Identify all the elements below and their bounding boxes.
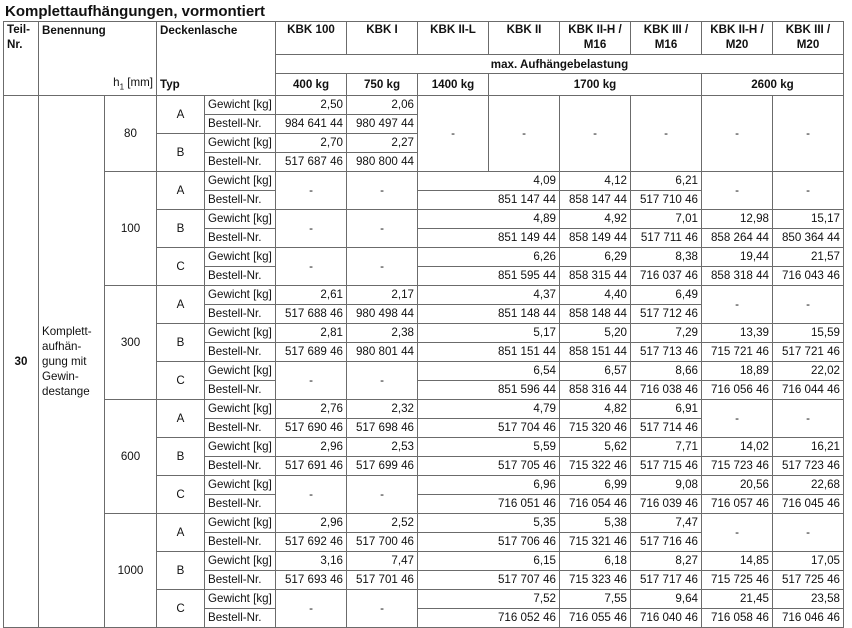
order-label: Bestell-Nr. [205,342,276,361]
header-model: KBK II-H / M20 [702,22,773,55]
typ-value: C [157,475,205,513]
empty-cell: - [347,589,418,627]
order-label: Bestell-Nr. [205,266,276,285]
typ-value: A [157,95,205,133]
h1-value: 600 [105,399,157,513]
weight-value: 2,50 [276,95,347,114]
weight-value: 22,68 [773,475,844,494]
empty-cell: - [702,513,773,551]
order-number: 517 690 46 [276,418,347,437]
weight-value: 12,98 [702,209,773,228]
header-model: KBK II [489,22,560,55]
weight-value: 2,27 [347,133,418,152]
empty-cell: - [773,285,844,323]
header-model: KBK III / M16 [631,22,702,55]
weight-value: 7,29 [631,323,702,342]
typ-value: C [157,361,205,399]
order-number: 858 264 44 [702,228,773,247]
order-number: 980 497 44 [347,114,418,133]
order-number: 858 318 44 [702,266,773,285]
order-number: 517 717 46 [631,570,702,589]
order-number: 851 596 44 [418,380,560,399]
weight-value: 2,52 [347,513,418,532]
weight-value: 3,16 [276,551,347,570]
order-number: 716 045 46 [773,494,844,513]
weight-label: Gewicht [kg] [205,285,276,304]
typ-value: B [157,323,205,361]
typ-value: C [157,589,205,627]
empty-cell: - [489,95,560,171]
empty-cell: - [631,95,702,171]
order-number: 517 705 46 [418,456,560,475]
weight-value: 13,39 [702,323,773,342]
weight-label: Gewicht [kg] [205,551,276,570]
empty-cell: - [276,247,347,285]
empty-cell: - [773,171,844,209]
weight-label: Gewicht [kg] [205,399,276,418]
order-number: 716 043 46 [773,266,844,285]
order-number: 517 721 46 [773,342,844,361]
order-number: 716 058 46 [702,608,773,627]
weight-label: Gewicht [kg] [205,589,276,608]
order-number: 716 054 46 [560,494,631,513]
order-number: 980 800 44 [347,152,418,171]
weight-value: 6,26 [418,247,560,266]
typ-value: A [157,285,205,323]
order-label: Bestell-Nr. [205,380,276,399]
order-number: 715 323 46 [560,570,631,589]
order-number: 715 721 46 [702,342,773,361]
typ-value: B [157,551,205,589]
header-deckenlasche: Deckenlasche [157,22,276,55]
order-number: 858 151 44 [560,342,631,361]
weight-value: 7,47 [631,513,702,532]
order-number: 517 693 46 [276,570,347,589]
order-number: 716 046 46 [773,608,844,627]
order-number: 851 147 44 [418,190,560,209]
empty-cell: - [276,361,347,399]
h1-value: 100 [105,171,157,285]
order-number: 517 698 46 [347,418,418,437]
order-label: Bestell-Nr. [205,190,276,209]
empty-cell: - [702,95,773,171]
empty-cell: - [773,399,844,437]
order-number: 517 707 46 [418,570,560,589]
weight-value: 21,57 [773,247,844,266]
order-number: 858 315 44 [560,266,631,285]
header-benennung: Benennung [39,22,157,55]
order-number: 517 706 46 [418,532,560,551]
order-label: Bestell-Nr. [205,532,276,551]
weight-value: 6,91 [631,399,702,418]
header-load: 1400 kg [418,74,489,96]
order-label: Bestell-Nr. [205,228,276,247]
teil-nr-value: 30 [4,95,39,627]
order-label: Bestell-Nr. [205,152,276,171]
order-number: 716 040 46 [631,608,702,627]
weight-value: 5,62 [560,437,631,456]
weight-value: 4,82 [560,399,631,418]
empty-cell: - [773,513,844,551]
weight-value: 2,17 [347,285,418,304]
weight-value: 18,89 [702,361,773,380]
header-model: KBK 100 [276,22,347,55]
empty-cell: - [276,475,347,513]
empty-cell: - [702,285,773,323]
order-label: Bestell-Nr. [205,494,276,513]
weight-value: 2,61 [276,285,347,304]
weight-value: 15,17 [773,209,844,228]
order-number: 858 148 44 [560,304,631,323]
order-number: 517 711 46 [631,228,702,247]
table-row [4,95,844,114]
header-row-loads [4,74,844,96]
weight-value: 17,05 [773,551,844,570]
order-number: 517 699 46 [347,456,418,475]
order-label: Bestell-Nr. [205,418,276,437]
table-row [4,285,844,304]
weight-value: 6,29 [560,247,631,266]
weight-label: Gewicht [kg] [205,133,276,152]
empty-cell: - [347,209,418,247]
weight-label: Gewicht [kg] [205,95,276,114]
weight-label: Gewicht [kg] [205,513,276,532]
order-number: 517 692 46 [276,532,347,551]
weight-value: 14,02 [702,437,773,456]
weight-value: 2,32 [347,399,418,418]
order-number: 858 149 44 [560,228,631,247]
order-label: Bestell-Nr. [205,456,276,475]
table-row [4,171,844,190]
weight-value: 8,27 [631,551,702,570]
order-number: 715 321 46 [560,532,631,551]
header-model: KBK II-L [418,22,489,55]
header-model: KBK I [347,22,418,55]
weight-value: 6,21 [631,171,702,190]
order-number: 517 687 46 [276,152,347,171]
weight-value: 21,45 [702,589,773,608]
weight-value: 4,09 [418,171,560,190]
empty-cell: - [773,95,844,171]
order-number: 716 037 46 [631,266,702,285]
empty-cell: - [347,171,418,209]
empty-cell: - [560,95,631,171]
order-number: 517 710 46 [631,190,702,209]
h1-value: 80 [105,95,157,171]
weight-value: 7,47 [347,551,418,570]
empty-cell: - [276,209,347,247]
suspension-table-wrapper [3,21,844,628]
header-row-models [4,22,844,55]
empty-cell: - [347,475,418,513]
order-number: 517 716 46 [631,532,702,551]
order-number: 716 057 46 [702,494,773,513]
order-number: 851 149 44 [418,228,560,247]
weight-value: 2,96 [276,437,347,456]
weight-value: 9,08 [631,475,702,494]
weight-value: 16,21 [773,437,844,456]
weight-value: 5,35 [418,513,560,532]
table-row [4,513,844,532]
order-number: 716 051 46 [418,494,560,513]
weight-value: 6,99 [560,475,631,494]
header-load: 750 kg [347,74,418,96]
weight-value: 4,79 [418,399,560,418]
typ-value: A [157,513,205,551]
order-number: 858 147 44 [560,190,631,209]
order-number: 716 039 46 [631,494,702,513]
empty-cell: - [418,95,489,171]
weight-value: 8,38 [631,247,702,266]
weight-value: 9,64 [631,589,702,608]
weight-value: 14,85 [702,551,773,570]
order-number: 517 691 46 [276,456,347,475]
header-load: 1700 kg [489,74,702,96]
header-blank [157,55,276,74]
order-number: 716 044 46 [773,380,844,399]
weight-value: 7,71 [631,437,702,456]
weight-label: Gewicht [kg] [205,437,276,456]
order-number: 715 723 46 [702,456,773,475]
empty-cell: - [702,171,773,209]
empty-cell: - [347,247,418,285]
weight-value: 2,06 [347,95,418,114]
header-load: 400 kg [276,74,347,96]
weight-value: 15,59 [773,323,844,342]
weight-value: 8,66 [631,361,702,380]
weight-value: 4,40 [560,285,631,304]
order-number: 715 320 46 [560,418,631,437]
order-label: Bestell-Nr. [205,304,276,323]
weight-value: 6,15 [418,551,560,570]
header-model: KBK III / M20 [773,22,844,55]
header-load: 2600 kg [702,74,844,96]
weight-value: 7,01 [631,209,702,228]
weight-value: 6,49 [631,285,702,304]
weight-value: 2,81 [276,323,347,342]
weight-value: 6,54 [418,361,560,380]
header-typ: Typ [157,74,276,96]
weight-value: 4,37 [418,285,560,304]
weight-label: Gewicht [kg] [205,323,276,342]
weight-value: 6,57 [560,361,631,380]
empty-cell: - [276,589,347,627]
weight-value: 5,59 [418,437,560,456]
weight-value: 22,02 [773,361,844,380]
weight-value: 5,20 [560,323,631,342]
order-number: 715 725 46 [702,570,773,589]
weight-label: Gewicht [kg] [205,475,276,494]
empty-cell: - [347,361,418,399]
header-row-max-load [4,55,844,74]
order-number: 851 595 44 [418,266,560,285]
weight-value: 2,53 [347,437,418,456]
order-label: Bestell-Nr. [205,114,276,133]
weight-value: 7,55 [560,589,631,608]
order-number: 715 322 46 [560,456,631,475]
weight-value: 4,89 [418,209,560,228]
weight-value: 23,58 [773,589,844,608]
weight-value: 2,96 [276,513,347,532]
header-model: KBK II-H / M16 [560,22,631,55]
weight-value: 5,38 [560,513,631,532]
weight-label: Gewicht [kg] [205,247,276,266]
benennung-text: Komplett-aufhän-gung mit Gewin-destange [42,324,92,398]
weight-label: Gewicht [kg] [205,361,276,380]
typ-value: C [157,247,205,285]
typ-value: A [157,399,205,437]
order-number: 517 713 46 [631,342,702,361]
weight-value: 20,56 [702,475,773,494]
order-number: 517 688 46 [276,304,347,323]
weight-value: 7,52 [418,589,560,608]
order-number: 716 038 46 [631,380,702,399]
order-number: 851 148 44 [418,304,560,323]
order-number: 517 715 46 [631,456,702,475]
order-label: Bestell-Nr. [205,570,276,589]
weight-value: 19,44 [702,247,773,266]
weight-value: 5,17 [418,323,560,342]
order-number: 517 701 46 [347,570,418,589]
empty-cell: - [276,171,347,209]
weight-value: 6,96 [418,475,560,494]
h1-value: 300 [105,285,157,399]
order-number: 980 498 44 [347,304,418,323]
page-title: Komplettaufhängungen, vormontiert [5,3,265,20]
order-number: 517 700 46 [347,532,418,551]
weight-value: 6,18 [560,551,631,570]
table-row [4,399,844,418]
typ-value: B [157,209,205,247]
order-label: Bestell-Nr. [205,608,276,627]
order-number: 517 725 46 [773,570,844,589]
order-number: 716 055 46 [560,608,631,627]
empty-cell: - [702,399,773,437]
order-number: 984 641 44 [276,114,347,133]
suspension-table [3,21,844,628]
order-number: 850 364 44 [773,228,844,247]
typ-value: A [157,171,205,209]
order-number: 517 689 46 [276,342,347,361]
order-number: 858 316 44 [560,380,631,399]
order-number: 517 714 46 [631,418,702,437]
order-number: 851 151 44 [418,342,560,361]
order-number: 517 704 46 [418,418,560,437]
weight-label: Gewicht [kg] [205,171,276,190]
typ-value: B [157,133,205,171]
benennung-value [39,95,105,627]
typ-value: B [157,437,205,475]
header-teil-nr: Teil-Nr. [4,22,39,96]
weight-value: 2,70 [276,133,347,152]
order-number: 980 801 44 [347,342,418,361]
weight-value: 2,76 [276,399,347,418]
header-max-load: max. Aufhängebelastung [276,55,844,74]
order-number: 716 056 46 [702,380,773,399]
weight-label: Gewicht [kg] [205,209,276,228]
order-number: 716 052 46 [418,608,560,627]
order-number: 517 723 46 [773,456,844,475]
weight-value: 2,38 [347,323,418,342]
h1-value: 1000 [105,513,157,627]
weight-value: 4,12 [560,171,631,190]
order-number: 517 712 46 [631,304,702,323]
header-blank [39,55,157,74]
weight-value: 4,92 [560,209,631,228]
header-h1: $h_1$ [mm] [39,74,157,96]
